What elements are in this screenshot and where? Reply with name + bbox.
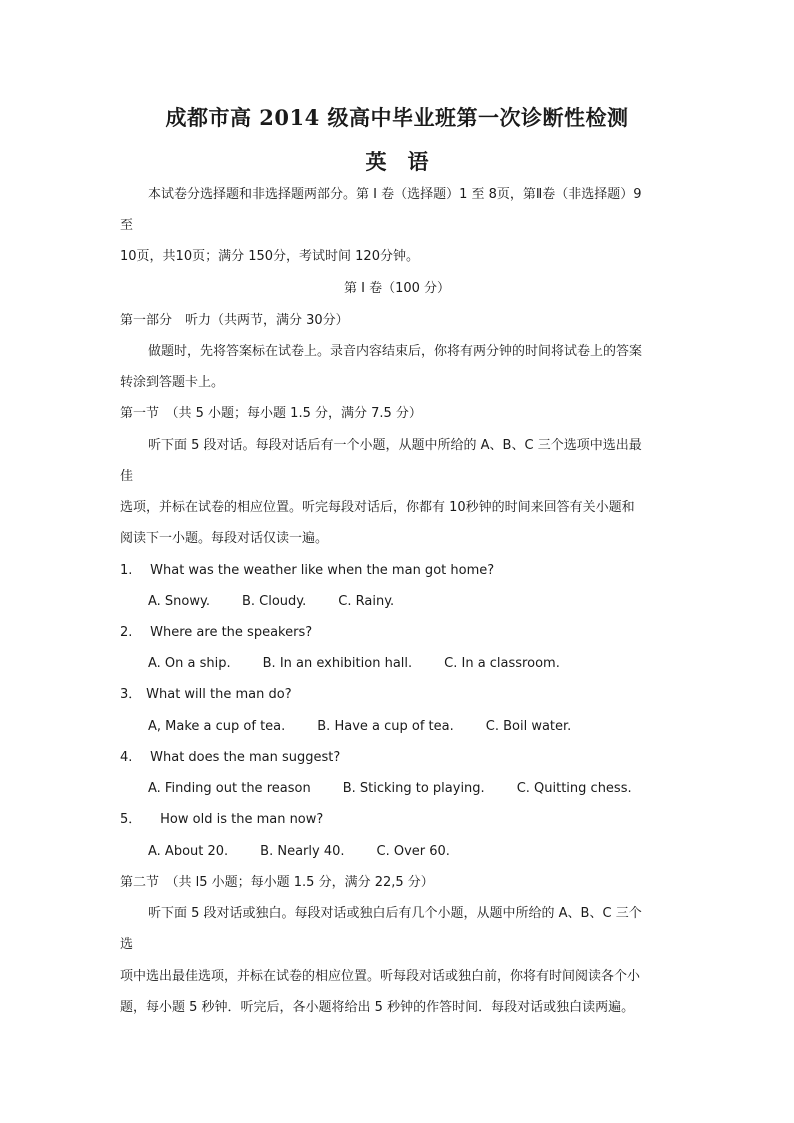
- question-number: 2.: [120, 625, 133, 640]
- section2-instruction-2: 项中选出最佳选项，并标在试卷的相应位置。听每段对话或独白前，你将有时间阅读各个小: [120, 969, 641, 984]
- question-1: [120, 562, 494, 580]
- section2-instruction-3: 题，每小题 5 秒钟．听完后，各小题将给出 5 秒钟的作答时间．每段对话或独白读两遍。: [120, 1000, 635, 1015]
- option-b: B. Nearly 40.: [260, 844, 345, 859]
- section1-instruction-1b: 佳: [120, 469, 134, 484]
- question-text: How old is the man now?: [160, 812, 324, 827]
- question-3-options: [148, 718, 571, 736]
- section2-heading: 第二节 （共 l5 小题；每小题 1.5 分，满分 22,5 分）: [120, 875, 434, 890]
- section2-instruction-1b: 选: [120, 937, 134, 952]
- question-text: What was the weather like when the man got home?: [150, 563, 495, 578]
- question-4-options: [148, 780, 632, 798]
- option-c: C. Boil water.: [485, 719, 572, 734]
- option-b: B. Sticking to playing.: [342, 781, 485, 796]
- question-number: 4.: [120, 750, 133, 765]
- question-text: What does the man suggest?: [150, 750, 341, 765]
- question-2-options: [148, 655, 560, 673]
- option-c: C. Quitting chess.: [516, 781, 632, 796]
- section1-instruction-3: 阅读下一小题。每段对话仅读一遍。: [120, 531, 329, 546]
- question-number: 1.: [120, 563, 133, 578]
- section1-instruction-2: 选项，并标在试卷的相应位置。听完每段对话后，你都有 10秒钟的时间来回答有关小题和: [120, 500, 635, 515]
- intro-line-1b: 至: [120, 218, 134, 233]
- section2-instruction-1: 听下面 5 段对话或独白。每段对话或独白后有几个小题，从题中所给的 A、B、C 三个: [148, 906, 642, 921]
- volume-heading: 第 I 卷（100 分）: [343, 281, 451, 296]
- part1-heading: 第一部分 听力（共两节，满分 30分）: [120, 313, 349, 328]
- option-c: C. In a classroom.: [444, 656, 560, 671]
- option-b: B. In an exhibition hall.: [262, 656, 413, 671]
- intro-line-1: 本试卷分选择题和非选择题两部分。第 I 卷（选择题）1 至 8页，第Ⅱ卷（非选择题）9: [148, 187, 642, 202]
- question-number: 5．: [120, 812, 142, 827]
- question-5-options: [148, 843, 450, 861]
- option-c: C. Rainy.: [338, 594, 395, 609]
- question-1-options: [148, 593, 394, 611]
- question-number: 3．: [120, 687, 142, 702]
- question-text: What will the man do?: [146, 687, 292, 702]
- part1-instruction-1: 做题时，先将答案标在试卷上。录音内容结束后，你将有两分钟的时间将试卷上的答案: [148, 344, 643, 359]
- intro-line-2: 10页，共10页；满分 150分，考试时间 120分钟。: [120, 249, 419, 264]
- option-a: A. Snowy.: [148, 594, 210, 609]
- section1-instruction-1: 听下面 5 段对话。每段对话后有一个小题，从题中所给的 A、B、C 三个选项中选出最: [148, 438, 642, 453]
- section1-heading: 第一节 （共 5 小题；每小题 1.5 分，满分 7.5 分）: [120, 406, 422, 421]
- option-a: A, Make a cup of tea.: [148, 719, 286, 734]
- exam-title: 成都市高 2014 级高中毕业班第一次诊断性检测: [165, 105, 629, 130]
- option-b: B. Have a cup of tea.: [317, 719, 454, 734]
- question-text: Where are the speakers?: [150, 625, 313, 640]
- question-3: [120, 686, 292, 704]
- part1-instruction-2: 转涂到答题卡上。: [120, 375, 225, 390]
- option-a: A. About 20.: [148, 844, 229, 859]
- option-c: C. Over 60.: [376, 844, 450, 859]
- subject-title: 英 语: [365, 149, 429, 174]
- option-a: A. Finding out the reason: [148, 781, 311, 796]
- question-5: [120, 811, 323, 829]
- option-b: B. Cloudy.: [241, 594, 307, 609]
- option-a: A. On a ship.: [148, 656, 231, 671]
- question-2: [120, 624, 312, 642]
- question-4: [120, 749, 340, 767]
